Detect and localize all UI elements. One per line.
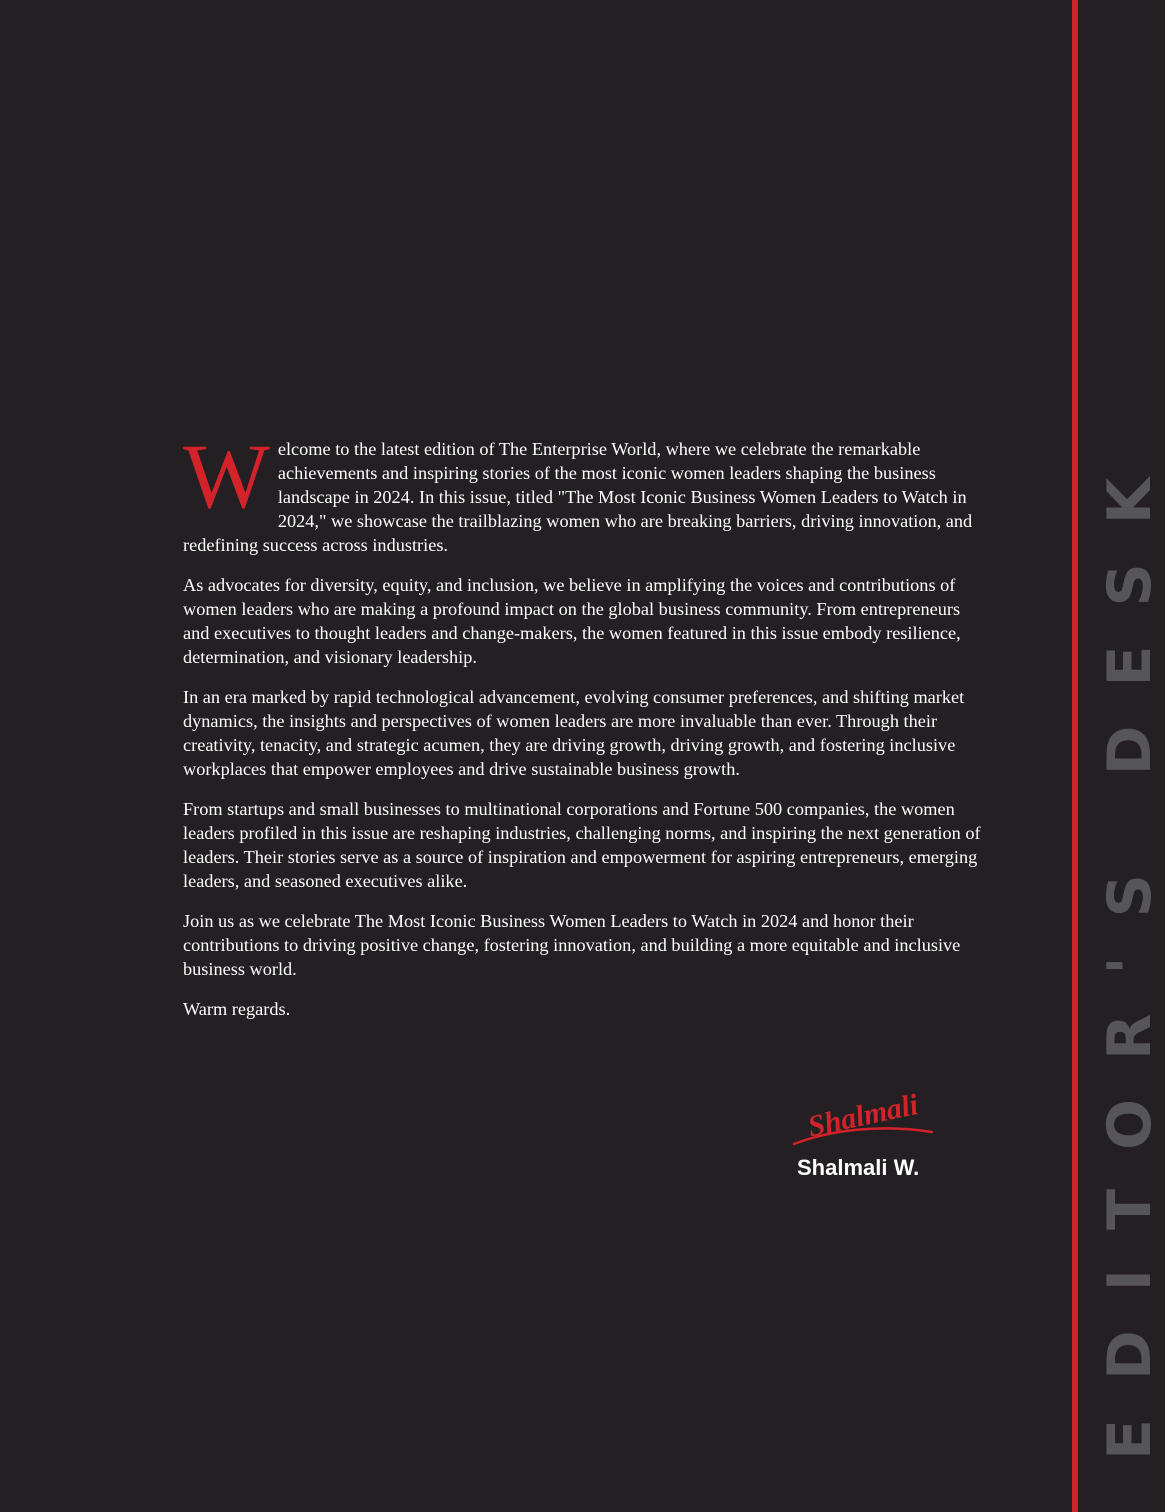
paragraph-1-text: elcome to the latest edition of The Enterprise World, where we celebrate the remarkable achievements and inspiring stories of the most iconic women leaders shaping the business landscape in 2024. In this issue, titled "The Most Iconic Business Women Leaders to Watch in 2024," we showcase the trailblazing women who are breaking barriers, driving innovation, and redefining success across industries. <box>183 439 973 555</box>
dropcap-letter: W <box>183 425 270 527</box>
paragraph-4: From startups and small businesses to multinational corporations and Fortune 500 companies, the women leaders profiled in this issue are reshaping industries, challenging norms, and inspiring the next generation of leaders. Their stories serve as a source of inspiration and empowerment for aspiring entrepreneurs, emerging leaders, and seasoned executives alike. <box>183 799 981 891</box>
closing-line: Warm regards. <box>183 999 291 1019</box>
editorial-article <box>183 425 983 1037</box>
paragraph-2: As advocates for diversity, equity, and inclusion, we believe in amplifying the voices and contributions of women leaders who are making a profound impact on the global business community. From entrepreneurs and executives to thought leaders and change-makers, the women featured in this issue embody resilience, determination, and visionary leadership. <box>183 575 961 667</box>
vertical-red-rule <box>1072 0 1078 1512</box>
section-title-vertical: EDITOR'S DESK <box>1095 438 1165 1460</box>
paragraph-3: In an era marked by rapid technological advancement, evolving consumer preferences, and shifting market dynamics, the insights and perspectives of women leaders are more invaluable than ever. Through their creativity, tenacity, and strategic acumen, they are driving growth, driving growth, and fostering inclusive workplaces that empower employees and drive sustainable business growth. <box>183 687 965 779</box>
paragraph-5: Join us as we celebrate The Most Iconic Business Women Leaders to Watch in 2024 and honor their contributions to driving positive change, fostering innovation, and building a more equitable and inclusive business world. <box>183 911 961 979</box>
handwritten-signature <box>790 1090 940 1150</box>
svg-text:Shalmali: Shalmali <box>804 1088 922 1144</box>
paragraph-1 <box>183 425 983 557</box>
signer-name: Shalmali W. <box>797 1155 920 1180</box>
